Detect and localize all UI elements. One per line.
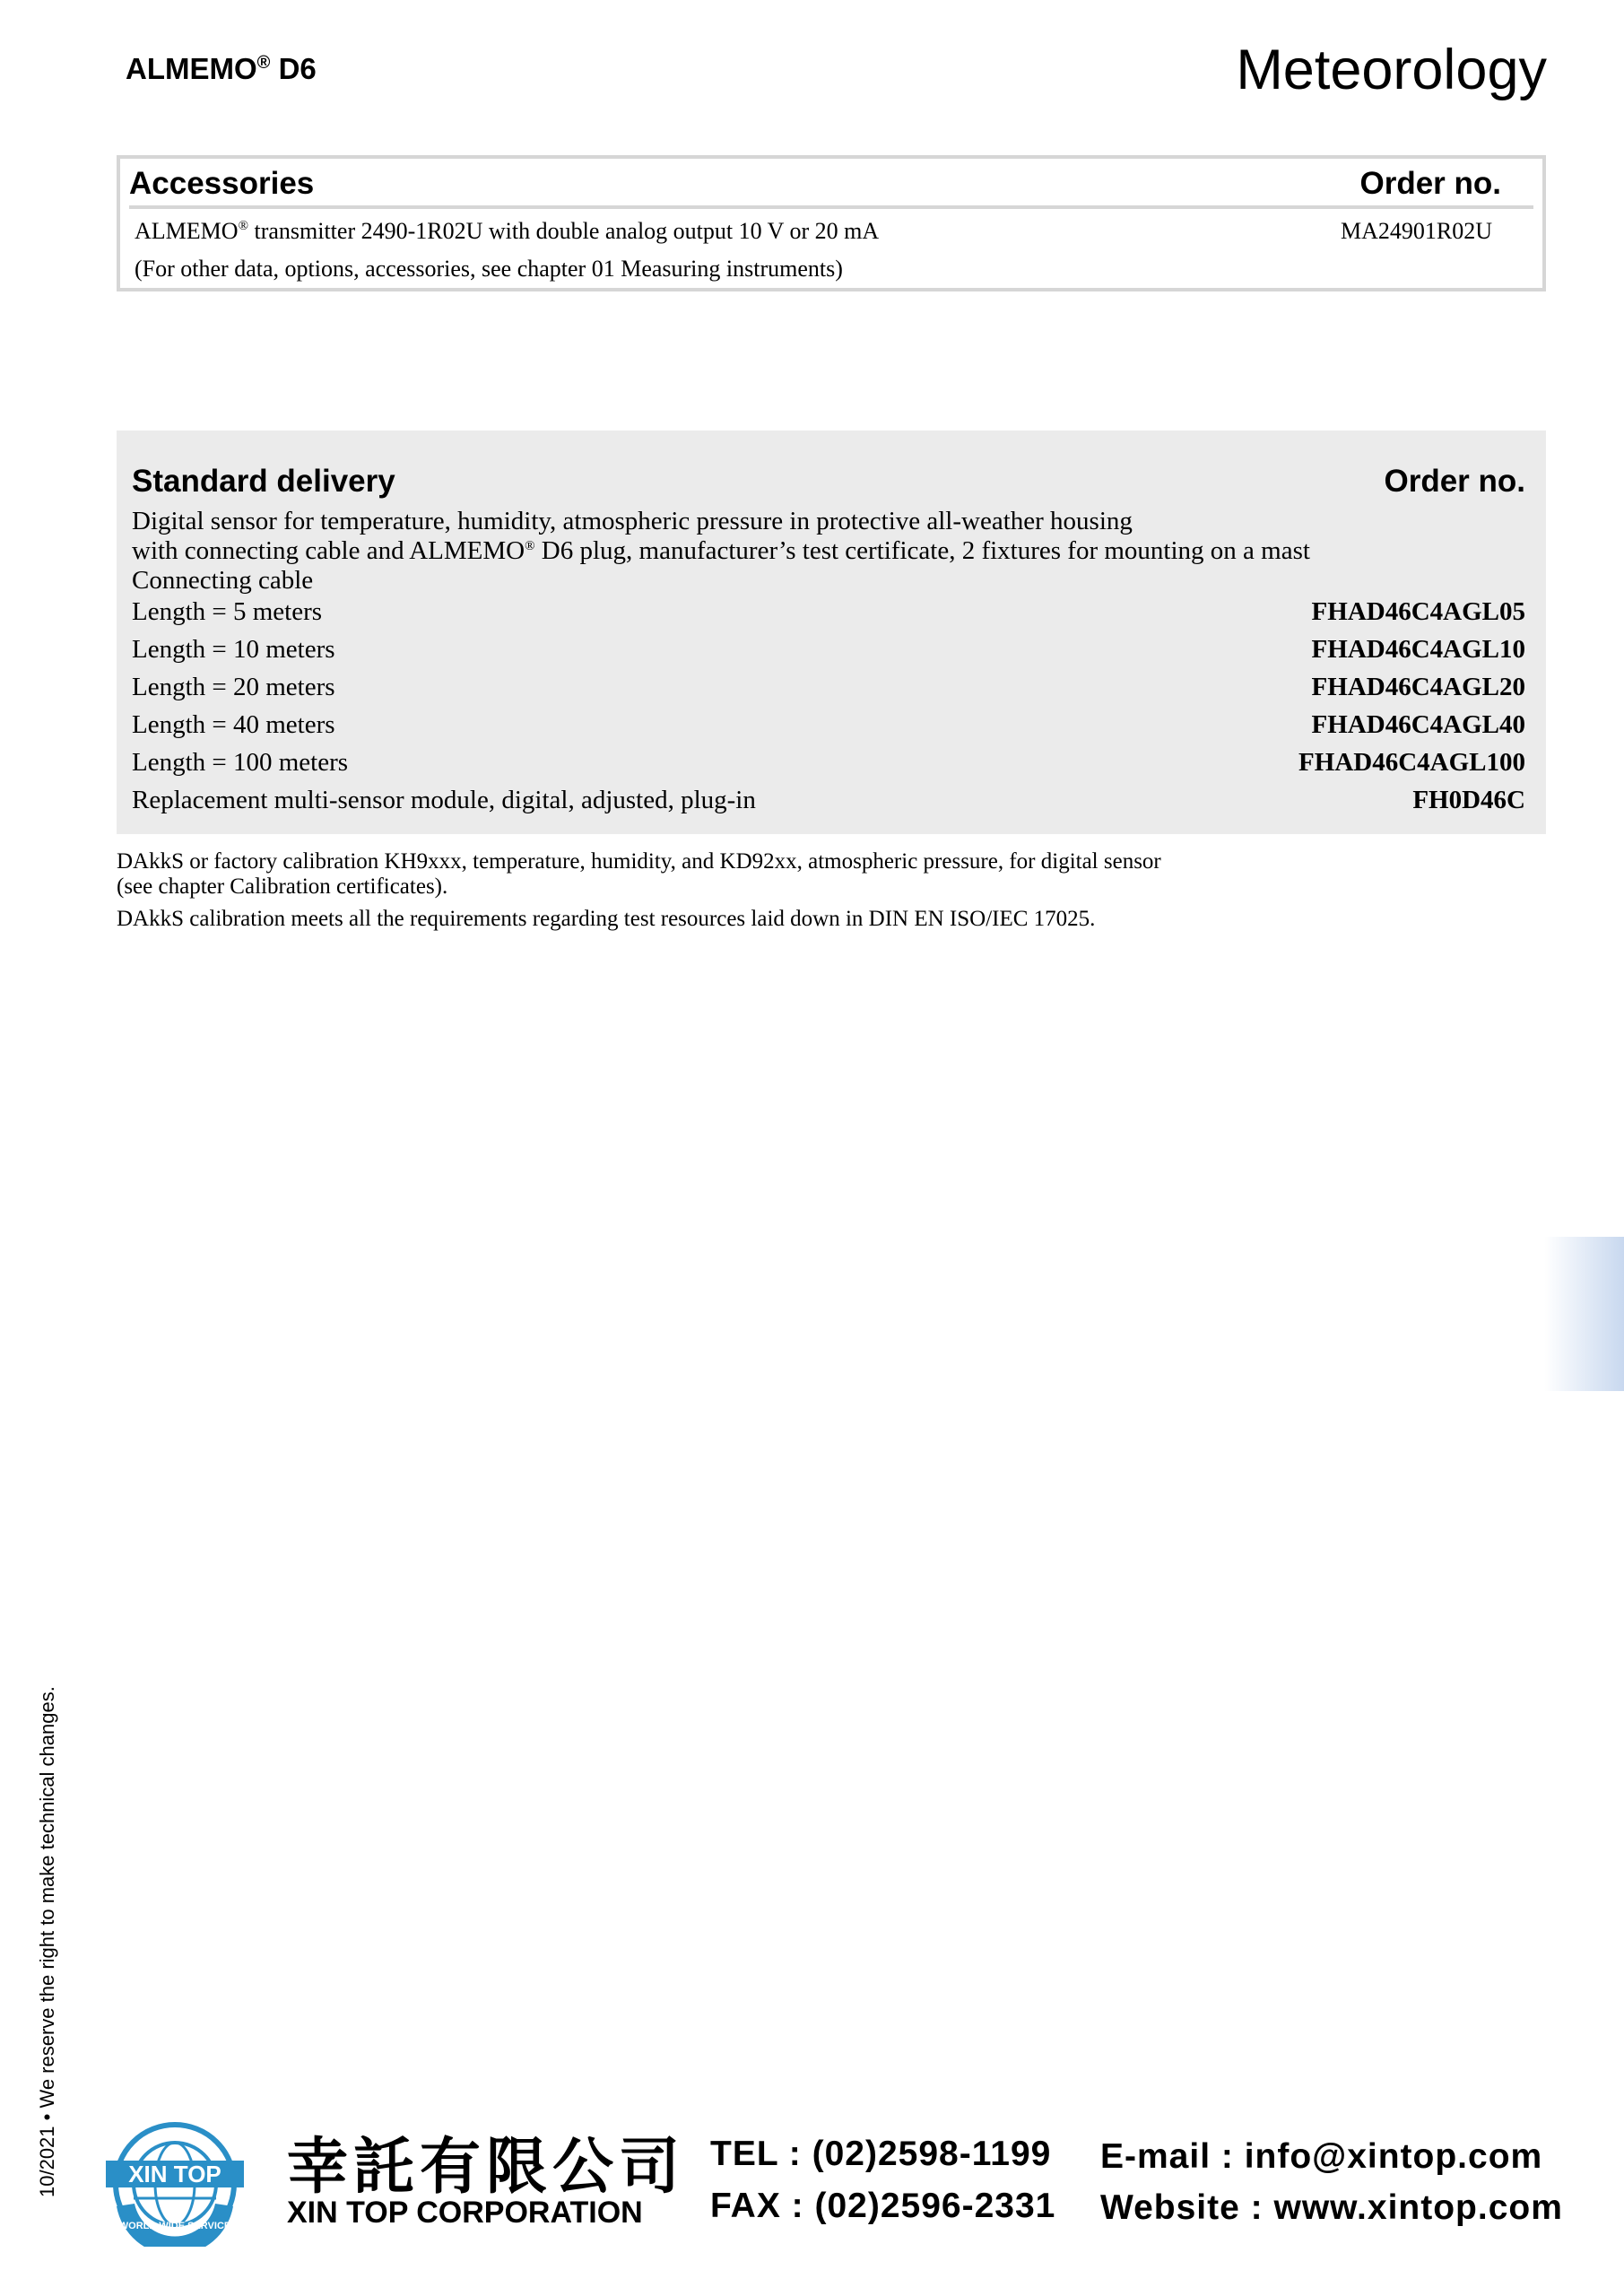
company-name-chinese: 幸託有限公司 bbox=[287, 2132, 686, 2203]
table-row bbox=[132, 786, 1525, 822]
accessory-item bbox=[135, 218, 879, 245]
website-link[interactable]: Website : www.xintop.com bbox=[1100, 2188, 1563, 2227]
row-order-code: FHAD46C4AGL40 bbox=[1311, 710, 1525, 739]
delivery-description-line bbox=[132, 536, 1310, 566]
product-suffix: D6 bbox=[270, 52, 317, 85]
row-order-code: FHAD46C4AGL10 bbox=[1311, 635, 1525, 664]
row-order-code: FHAD46C4AGL05 bbox=[1311, 597, 1525, 626]
row-order-code: FHAD46C4AGL100 bbox=[1298, 748, 1525, 777]
row-label: Length = 40 meters bbox=[132, 710, 335, 739]
table-row bbox=[132, 673, 1525, 709]
registered-mark: ® bbox=[525, 539, 535, 553]
row-label: Length = 10 meters bbox=[132, 635, 335, 664]
chapter-tab bbox=[1544, 1237, 1624, 1391]
row-label: Length = 5 meters bbox=[132, 597, 323, 626]
order-no-heading: Order no. bbox=[1359, 166, 1501, 201]
table-row bbox=[132, 597, 1525, 633]
standard-delivery-heading: Standard delivery bbox=[132, 464, 395, 499]
accessory-item-text: transmitter 2490-1R02U with double analog output 10 V or 20 mA bbox=[248, 218, 880, 244]
accessories-table bbox=[117, 155, 1546, 291]
fax: FAX : (02)2596-2331 bbox=[710, 2187, 1056, 2225]
section-title: Meteorology bbox=[1236, 39, 1547, 101]
product-title bbox=[126, 52, 317, 86]
company-name-english: XIN TOP CORPORATION bbox=[287, 2196, 643, 2230]
disclaimer-vertical: 10/2021 • We reserve the right to make technical changes. bbox=[36, 1686, 58, 2197]
calibration-note-line: (see chapter Calibration certificates). bbox=[117, 874, 448, 899]
order-no-heading: Order no. bbox=[1384, 464, 1525, 499]
row-label: Length = 20 meters bbox=[132, 673, 335, 701]
divider bbox=[129, 205, 1533, 209]
table-row bbox=[132, 748, 1525, 784]
row-label: Replacement multi-sensor module, digital, adjusted, plug-in bbox=[132, 786, 756, 814]
delivery-description-line: Connecting cable bbox=[132, 566, 314, 595]
calibration-note bbox=[117, 849, 1372, 900]
registered-mark: ® bbox=[238, 219, 248, 233]
accessory-item-prefix: ALMEMO bbox=[135, 218, 239, 244]
table-row bbox=[132, 635, 1525, 671]
xin-top-logo bbox=[99, 2121, 251, 2247]
svg-text:XIN TOP: XIN TOP bbox=[128, 2161, 221, 2187]
dakks-note: DAkkS calibration meets all the requirements regarding test resources laid down in DIN EN ISO/IEC 17025. bbox=[117, 907, 1096, 931]
row-order-code: FH0D46C bbox=[1412, 786, 1525, 814]
calibration-note-line: DAkkS or factory calibration KH9xxx, temperature, humidity, and KD92xx, atmospheric pressure, for digital sensor bbox=[117, 849, 1161, 874]
standard-delivery-table bbox=[117, 430, 1546, 834]
email-link[interactable]: E-mail : info@xintop.com bbox=[1100, 2137, 1543, 2176]
telephone: TEL : (02)2598-1199 bbox=[710, 2135, 1052, 2173]
product-name: ALMEMO bbox=[126, 52, 257, 85]
description-text: with connecting cable and ALMEMO bbox=[132, 536, 525, 565]
accessory-note: (For other data, options, accessories, see chapter 01 Measuring instruments) bbox=[135, 256, 843, 282]
registered-mark: ® bbox=[256, 53, 271, 73]
accessories-heading: Accessories bbox=[129, 166, 315, 201]
row-order-code: FHAD46C4AGL20 bbox=[1311, 673, 1525, 701]
table-row bbox=[132, 710, 1525, 746]
svg-text:WORLD WIDE SERVICE: WORLD WIDE SERVICE bbox=[118, 2221, 231, 2231]
description-text: D6 plug, manufacturer’s test certificate, 2 fixtures for mounting on a mast bbox=[534, 536, 1310, 565]
row-label: Length = 100 meters bbox=[132, 748, 349, 777]
accessory-order-code: MA24901R02U bbox=[1340, 218, 1492, 244]
delivery-description-line: Digital sensor for temperature, humidity, atmospheric pressure in protective all-weather housing bbox=[132, 507, 1133, 535]
